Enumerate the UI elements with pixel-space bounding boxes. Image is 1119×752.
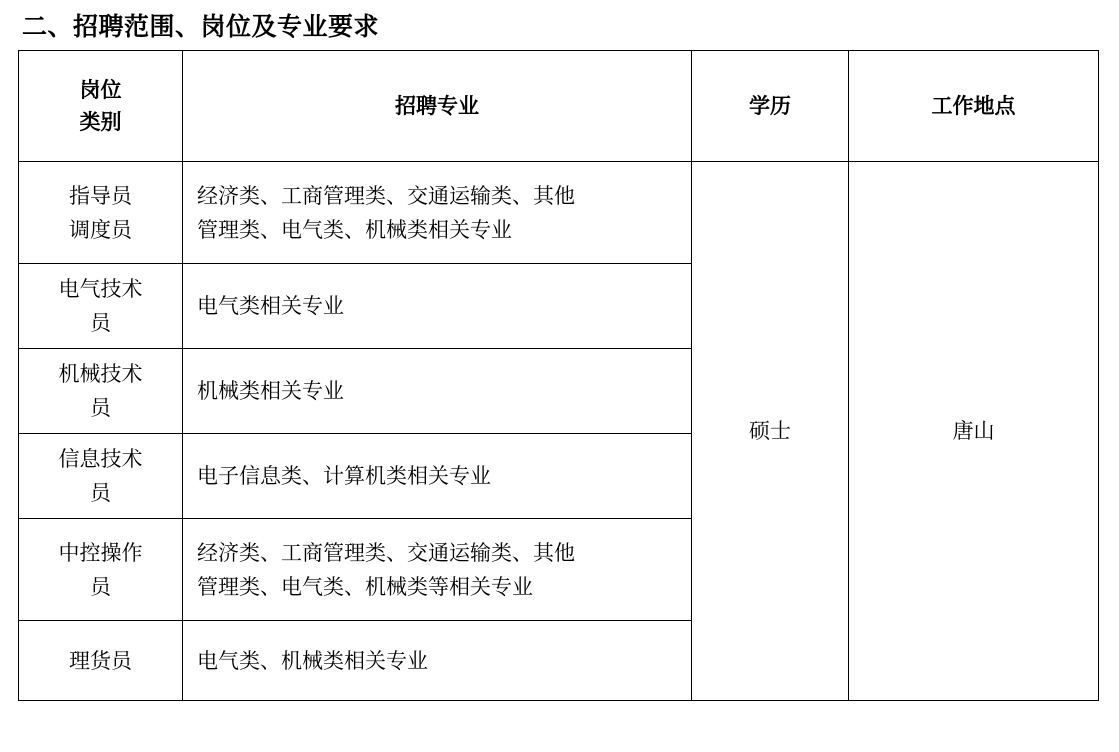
cell-major xyxy=(183,519,692,621)
cell-category xyxy=(19,434,183,519)
category-line2: 员 xyxy=(90,396,111,420)
category-line2: 员 xyxy=(90,481,111,505)
cell-category xyxy=(19,621,183,701)
column-header-education: 学历 xyxy=(692,51,849,162)
category-line2: 调度员 xyxy=(69,217,132,242)
cell-major xyxy=(183,434,692,519)
cell-category xyxy=(19,162,183,264)
major-line1: 电气类、机械类相关专业 xyxy=(197,648,428,673)
column-header-category xyxy=(19,51,183,162)
column-header-category-line1: 岗位 xyxy=(79,78,122,102)
cell-major xyxy=(183,621,692,701)
cell-category xyxy=(19,264,183,349)
cell-education: 硕士 xyxy=(692,162,849,701)
major-line2: 管理类、电气类、机械类等相关专业 xyxy=(197,574,533,599)
column-header-location: 工作地点 xyxy=(849,51,1099,162)
recruitment-table xyxy=(18,50,1099,701)
cell-major xyxy=(183,162,692,264)
category-line1: 电气技术 xyxy=(58,277,143,301)
major-line1: 电气类相关专业 xyxy=(197,294,344,318)
cell-major xyxy=(183,264,692,349)
cell-location: 唐山 xyxy=(849,162,1099,701)
column-header-category-line2: 类别 xyxy=(79,110,122,134)
major-line1: 机械类相关专业 xyxy=(197,379,344,403)
major-line1: 电子信息类、计算机类相关专业 xyxy=(197,464,491,488)
major-line2: 管理类、电气类、机械类相关专业 xyxy=(197,217,512,242)
category-line1: 机械技术 xyxy=(58,362,143,386)
category-line2: 员 xyxy=(90,311,111,335)
major-line1: 经济类、工商管理类、交通运输类、其他 xyxy=(197,183,575,208)
page-title: 二、招聘范围、岗位及专业要求 xyxy=(22,12,380,41)
category-line1: 指导员 xyxy=(69,183,132,208)
cell-category xyxy=(19,519,183,621)
table-row xyxy=(19,162,1099,264)
category-line1: 信息技术 xyxy=(58,447,143,471)
document-page xyxy=(0,10,1119,752)
table-header-row xyxy=(19,51,1099,162)
category-line1: 中控操作 xyxy=(58,540,143,565)
category-line1: 理货员 xyxy=(69,648,132,673)
column-header-major: 招聘专业 xyxy=(183,51,692,162)
cell-category xyxy=(19,349,183,434)
cell-major xyxy=(183,349,692,434)
category-line2: 员 xyxy=(90,574,111,599)
major-line1: 经济类、工商管理类、交通运输类、其他 xyxy=(197,540,575,565)
